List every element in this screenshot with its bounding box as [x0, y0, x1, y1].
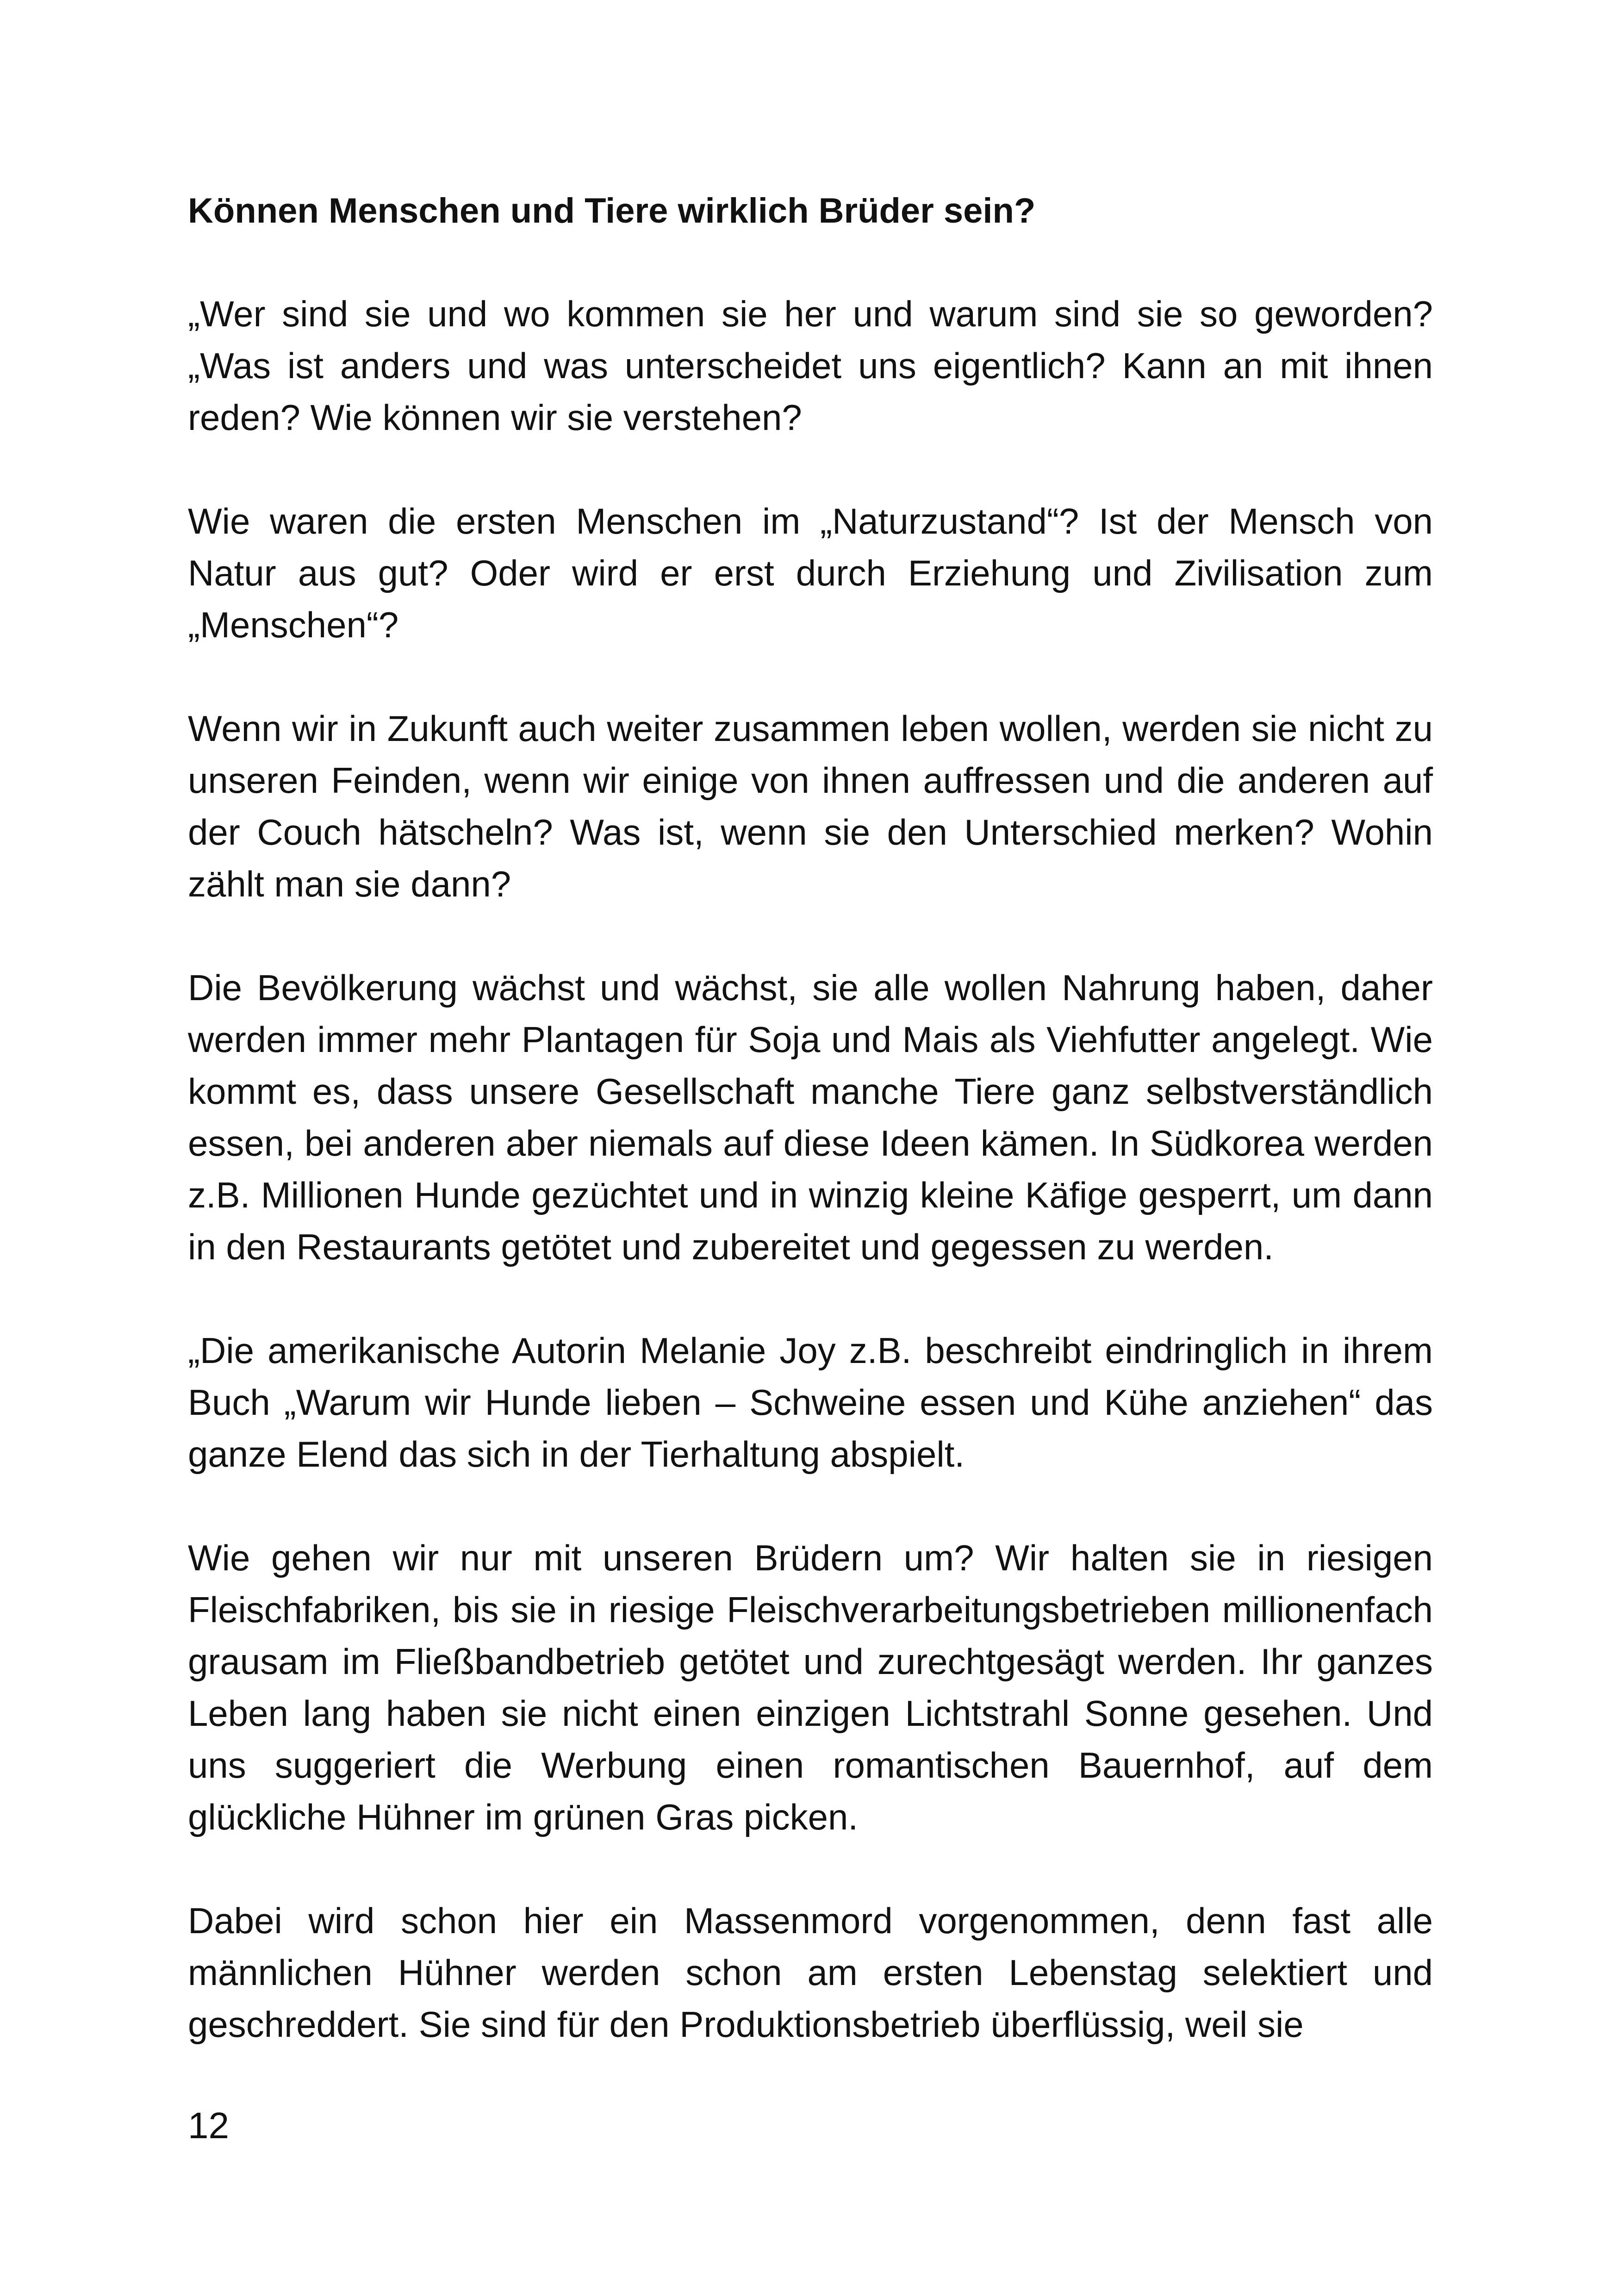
- paragraph-4: Die Bevölkerung wächst und wächst, sie alle wollen Nahrung haben, daher werden immer mehr Plantagen für Soja und Mais als Viehfutter angelegt. Wie kommt es, dass unsere Gesellschaft manche Tiere ganz selbstverständlich essen, bei anderen aber niemals auf diese Ideen kämen. In Südkorea werden z.B. Millionen Hunde gezüchtet und in winzig kleine Käfige gesperrt, um dann in den Restaurants getötet und zubereitet und gegessen zu werden.: [188, 967, 1433, 1267]
- section-heading: Können Menschen und Tiere wirklich Brüder sein?: [188, 191, 1036, 230]
- paragraph-2: Wie waren die ersten Menschen im „Naturzustand“? Ist der Mensch von Natur aus gut? Oder wird er erst durch Erziehung und Zivilisation zum „Menschen“?: [188, 501, 1433, 645]
- paragraph-1: „Wer sind sie und wo kommen sie her und warum sind sie so geworden? „Was ist anders und was unterscheidet uns eigentlich? Kann an mit ihnen reden? Wie können wir sie verstehen?: [188, 293, 1433, 438]
- page-number: 12: [188, 2105, 229, 2146]
- paragraph-6: Wie gehen wir nur mit unseren Brüdern um? Wir halten sie in riesigen Fleischfabriken, bis sie in riesige Fleischverarbeitungsbetrieben millionenfach grausam im Fließbandbetrieb getötet und zurechtgesägt werden. Ihr ganzes Leben lang haben sie nicht einen einzigen Lichtstrahl Sonne gesehen. Und uns suggeriert die Werbung einen romantischen Bauernhof, auf dem glückliche Hühner im grünen Gras picken.: [188, 1537, 1433, 1837]
- paragraph-3: Wenn wir in Zukunft auch weiter zusammen leben wollen, werden sie nicht zu unseren Feinden, wenn wir einige von ihnen auffressen und die anderen auf der Couch hätscheln? Was ist, wenn sie den Unterschied merken? Wohin zählt man sie dann?: [188, 708, 1433, 904]
- paragraph-7: Dabei wird schon hier ein Massenmord vorgenommen, denn fast alle männlichen Hühner werden schon am ersten Lebenstag selektiert und geschreddert. Sie sind für den Produktionsbetrieb überflüssig, weil sie: [188, 1900, 1433, 2045]
- paragraph-5: „Die amerikanische Autorin Melanie Joy z.B. beschreibt eindringlich in ihrem Buch „Warum wir Hunde lieben – Schweine essen und Kühe anziehen“ das ganze Elend das sich in der Tierhaltung abspielt.: [188, 1330, 1433, 1475]
- page-content: [188, 185, 1433, 2050]
